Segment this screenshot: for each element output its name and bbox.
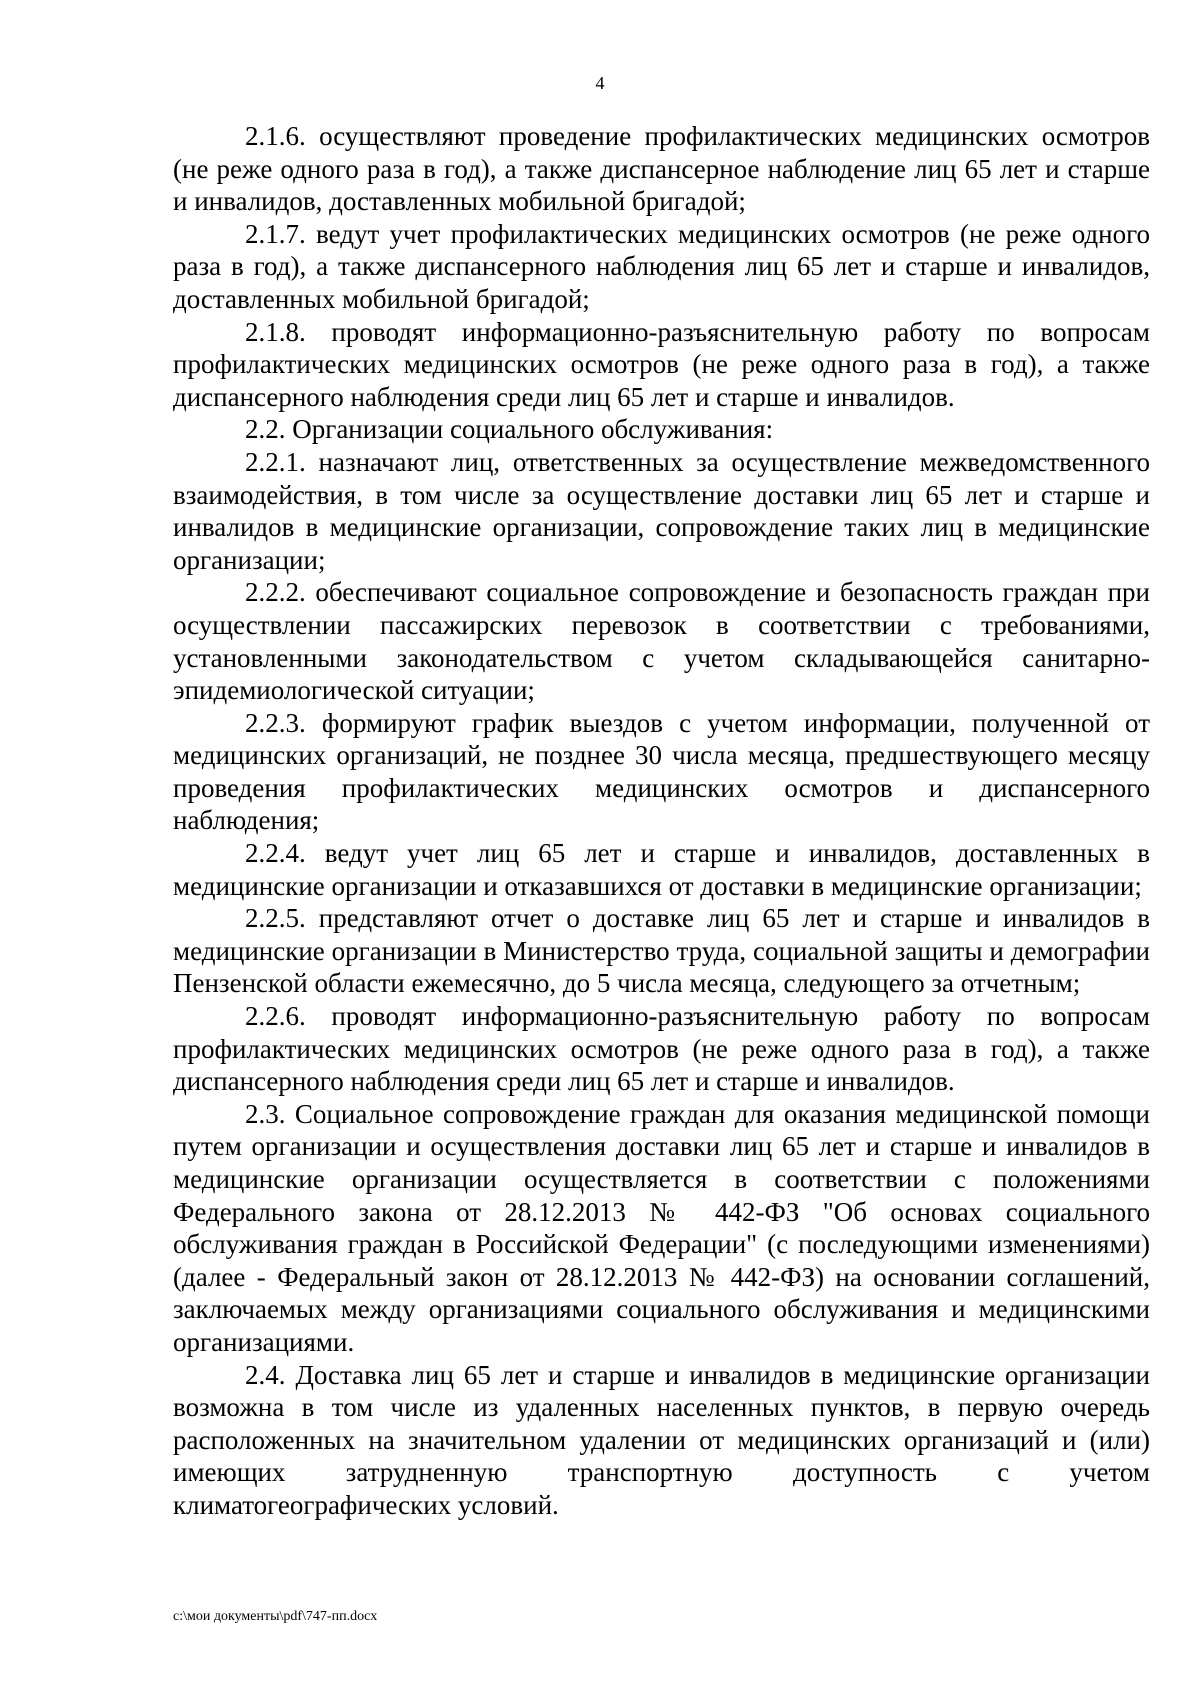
page-number: 4	[595, 73, 605, 93]
paragraph-2-2-1: 2.2.1. назначают лиц, ответственных за осуществление межведомственного взаимодействия, в том числе за осуществление доставки лиц 65 лет и старше и инвалидов в медицинские организации, сопровождение таких лиц в медицинские организации;	[173, 446, 1150, 575]
paragraph-2-1-6: 2.1.6. осуществляют проведение профилактических медицинских осмотров (не реже одного раза в год), а также диспансерное наблюдение лиц 65 лет и старше и инвалидов, доставленных мобильной бригадой;	[173, 121, 1150, 217]
paragraph-2-2-3: 2.2.3. формируют график выездов с учетом информации, полученной от медицинских организаций, не позднее 30 числа месяца, предшествующего месяцу проведения профилактических медицинских осмотров и диспансерного наблюдения;	[173, 707, 1150, 836]
paragraph-2-1-8: 2.1.8. проводят информационно-разъяснительную работу по вопросам профилактических медицинских осмотров (не реже одного раза в год), а также диспансерного наблюдения среди лиц 65 лет и старше и инвалидов.	[173, 316, 1150, 412]
paragraph-2-2-4: 2.2.4. ведут учет лиц 65 лет и старше и инвалидов, доставленных в медицинские организации и отказавшихся от доставки в медицинские организации;	[173, 838, 1150, 901]
paragraph-2-3: 2.3. Социальное сопровождение граждан для оказания медицинской помощи путем организации и осуществления доставки лиц 65 лет и старше и инвалидов в медицинские организации осуществляется в соответствии с положениями Федерального закона от 28.12.2013 № 442-ФЗ "Об основах социального обслуживания граждан в Российской Федерации" (с последующими изменениями) (далее - Федеральный закон от 28.12.2013 № 442-ФЗ) на основании соглашений, заключаемых между организациями социального обслуживания и медицинскими организациями.	[173, 1098, 1150, 1357]
paragraph-2-2-5: 2.2.5. представляют отчет о доставке лиц 65 лет и старше и инвалидов в медицинские организации в Министерство труда, социальной защиты и демографии Пензенской области ежемесячно, до 5 числа месяца, следующего за отчетным;	[173, 903, 1150, 999]
document-body	[173, 120, 1150, 1522]
footer-file-path: c:\мои документы\pdf\747-пп.docx	[173, 1609, 378, 1624]
paragraph-2-2-6: 2.2.6. проводят информационно-разъяснительную работу по вопросам профилактических медицинских осмотров (не реже одного раза в год), а также диспансерного наблюдения среди лиц 65 лет и старше и инвалидов.	[173, 1001, 1150, 1097]
paragraph-2-2: 2.2. Организации социального обслуживания:	[245, 414, 774, 445]
paragraph-2-4: 2.4. Доставка лиц 65 лет и старше и инвалидов в медицинские организации возможна в том числе из удаленных населенных пунктов, в первую очередь расположенных на значительном удалении от медицинских организаций и (или) имеющих затрудненную транспортную доступность с учетом климатогеографических условий.	[173, 1359, 1150, 1520]
paragraph-2-1-7: 2.1.7. ведут учет профилактических медицинских осмотров (не реже одного раза в год), а также диспансерного наблюдения лиц 65 лет и старше и инвалидов, доставленных мобильной бригадой;	[173, 218, 1150, 314]
paragraph-2-2-2: 2.2.2. обеспечивают социальное сопровождение и безопасность граждан при осуществлении пассажирских перевозок в соответствии с требованиями, установленными законодательством с учетом складывающейся санитарно-эпидемиологической ситуации;	[173, 577, 1150, 706]
